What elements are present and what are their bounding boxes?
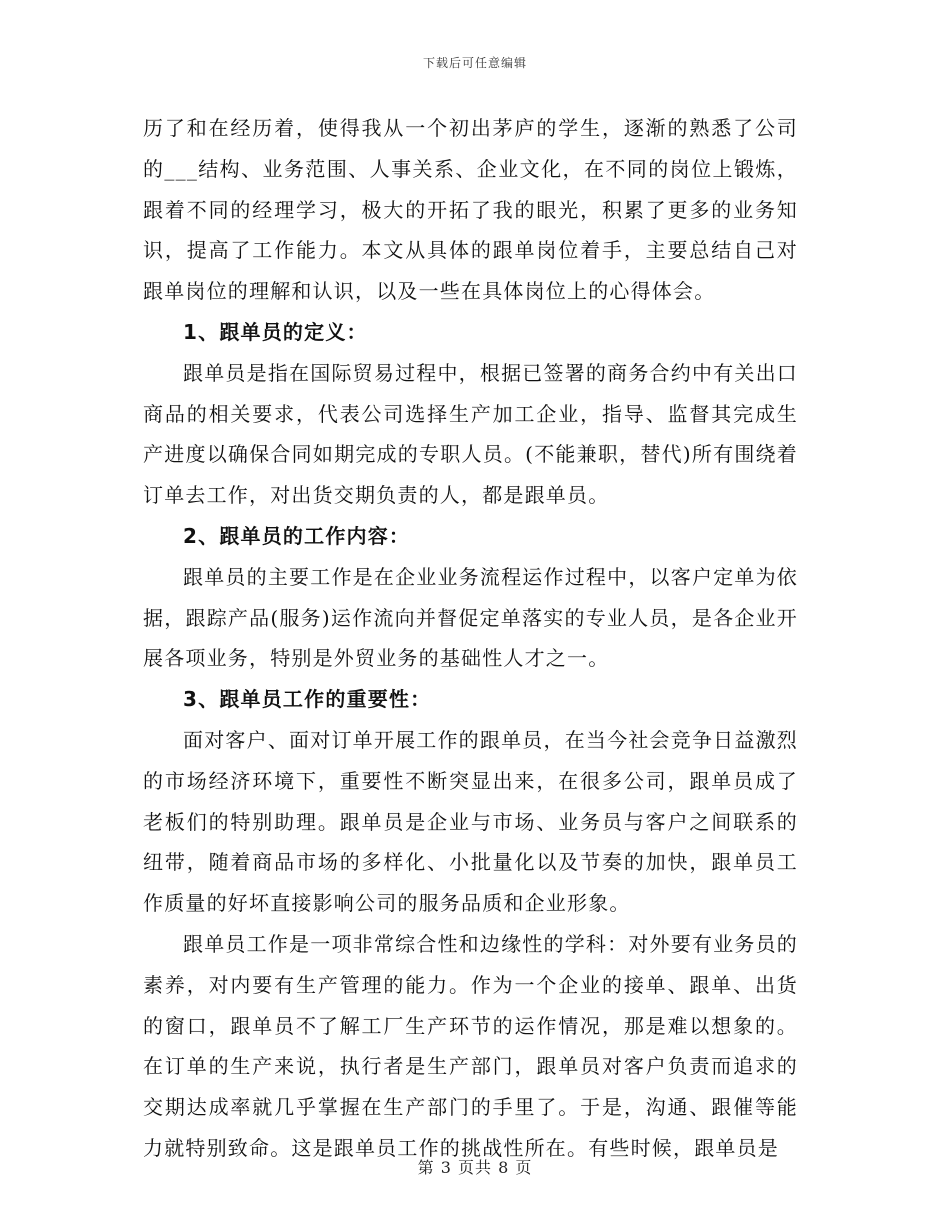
section-2-heading: 2、跟单员的工作内容： [183,523,411,548]
section-3-heading: 3、跟单员工作的重要性： [183,687,432,712]
section-3-paragraph-1: 面对客户、面对订单开展工作的跟单员，在当今社会竞争日益激烈的市场经济环境下，重要性不断突显出来，在很多公司，跟单员成了老板们的特别助理。跟单员是企业与市场、业务员与客户之间联系的纽带，随着商品市场的多样化、小批量化以及节奏的加快，跟单员工作质量的好坏直接影响公司的服务品质和企业形象。 [143,727,798,916]
section-1-heading: 1、跟单员的定义： [183,319,368,344]
page-header: 下载后可任意编辑 [422,56,527,70]
page-number: 第 3 页共 8 页 [417,1158,533,1177]
section-2-paragraph: 跟单员的主要工作是在企业业务流程运作过程中，以客户定单为依据，跟踪产品(服务)运作流向并督促定单落实的专业人员，是各企业开展各项业务，特别是外贸业务的基础性人才之一。 [143,564,798,671]
section-3-paragraph-2: 跟单员工作是一项非常综合性和边缘性的学科：对外要有业务员的素养，对内要有生产管理的能力。作为一个企业的接单、跟单、出货的窗口，跟单员不了解工厂生产环节的运作情况，那是难以想象的。在订单的生产来说，执行者是生产部门，跟单员对客户负责而追求的交期达成率就几乎掌握在生产部门的手里了。于是，沟通、跟催等能力就特别致命。这是跟单员工作的挑战性所在。有些时候，跟单员是 [143,931,798,1160]
intro-paragraph: 历了和在经历着，使得我从一个初出茅庐的学生，逐渐的熟悉了公司的___结构、业务范围、人事关系、企业文化，在不同的岗位上锻炼，跟着不同的经理学习，极大的开拓了我的眼光，积累了更多的业务知识，提高了工作能力。本文从具体的跟单岗位着手，主要总结自己对跟单岗位的理解和认识，以及一些在具体岗位上的心得体会。 [143,116,798,304]
document-body [143,108,798,1169]
section-1-paragraph: 跟单员是指在国际贸易过程中，根据已签署的商务合约中有关出口商品的相关要求，代表公司选择生产加工企业，指导、监督其完成生产进度以确保合同如期完成的专职人员。(不能兼职，替代)所有围绕着订单去工作，对出货交期负责的人，都是跟单员。 [143,360,798,508]
